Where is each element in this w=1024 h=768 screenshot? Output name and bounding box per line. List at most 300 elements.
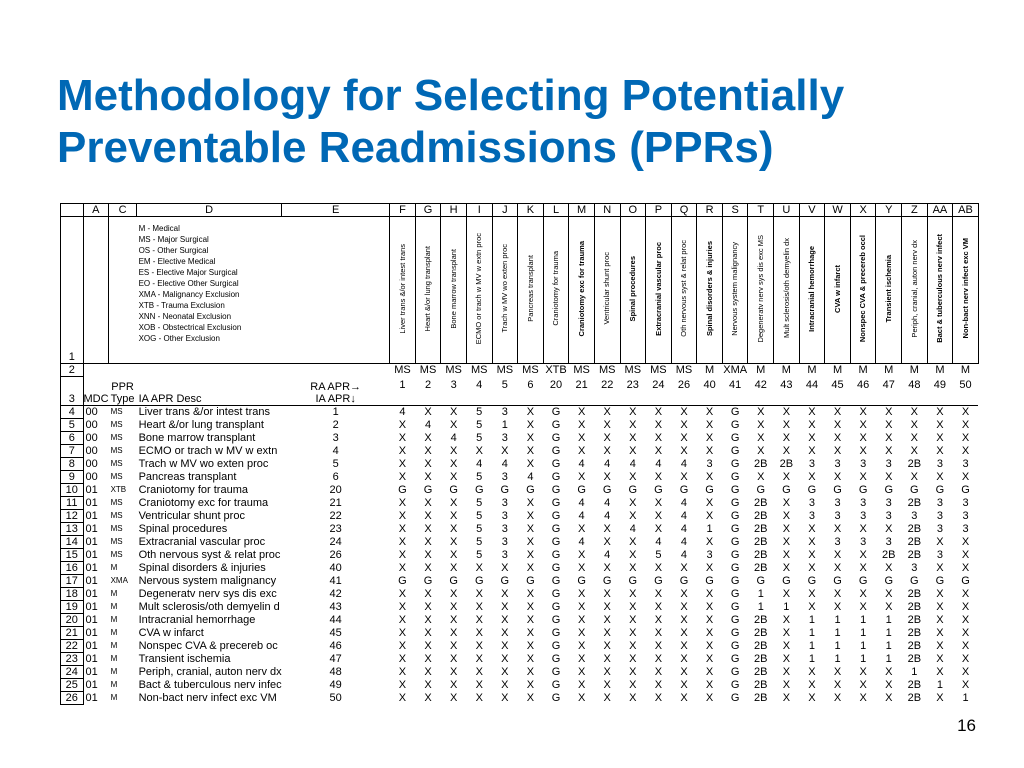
ra-apr-label: RA APR→ bbox=[310, 380, 362, 393]
matrix-cell: X bbox=[475, 444, 483, 457]
mdc-cell: 01 bbox=[85, 691, 98, 704]
matrix-cell: G bbox=[551, 444, 561, 457]
apr-cell: 5 bbox=[332, 457, 339, 470]
matrix-cell: 1 bbox=[808, 626, 816, 639]
matrix-cell: 4 bbox=[578, 496, 585, 509]
matrix-cell: X bbox=[577, 691, 586, 704]
mdc-cell: 01 bbox=[85, 600, 98, 613]
matrix-cell: X bbox=[859, 418, 867, 431]
column-description bbox=[748, 217, 774, 364]
matrix-cell: G bbox=[730, 418, 740, 431]
matrix-cell: 3 bbox=[706, 457, 713, 470]
matrix-cell: X bbox=[705, 509, 714, 522]
apr-cell: 22 bbox=[329, 509, 342, 522]
matrix-cell: X bbox=[936, 587, 944, 600]
matrix-cell: X bbox=[424, 431, 432, 444]
matrix-cell: X bbox=[398, 548, 407, 561]
matrix-cell: G bbox=[628, 483, 638, 496]
column-description-label: ECMO or trach w MV w extn proc bbox=[474, 232, 484, 345]
matrix-cell: X bbox=[705, 418, 714, 431]
matrix-cell: X bbox=[629, 535, 637, 548]
matrix-cell: G bbox=[858, 574, 868, 587]
matrix-cell: G bbox=[551, 457, 561, 470]
matrix-cell: X bbox=[424, 405, 432, 418]
legend-line: MS - Major Surgical bbox=[138, 235, 209, 244]
matrix-cell: 4 bbox=[424, 418, 432, 431]
column-type: M bbox=[884, 364, 894, 377]
matrix-cell: 2B bbox=[754, 626, 768, 639]
header-row-1 bbox=[61, 217, 978, 364]
column-apr: 43 bbox=[774, 377, 800, 406]
matrix-cell: X bbox=[398, 509, 407, 522]
matrix-cell: G bbox=[730, 652, 740, 665]
matrix-cell: X bbox=[859, 470, 867, 483]
matrix-cell: X bbox=[475, 626, 483, 639]
matrix-cell: X bbox=[885, 405, 893, 418]
description-cell: Bone marrow transplant bbox=[138, 431, 256, 444]
column-letter-N: N bbox=[594, 204, 620, 217]
legend-line: XNN - Neonatal Exclusion bbox=[138, 312, 232, 321]
matrix-cell: X bbox=[398, 522, 407, 535]
type-legend bbox=[139, 217, 390, 344]
column-type: MS bbox=[522, 364, 539, 377]
mdc-cell: 01 bbox=[85, 665, 98, 678]
column-letter-K: K bbox=[518, 204, 544, 217]
matrix-cell: G bbox=[730, 405, 740, 418]
matrix-cell: X bbox=[424, 496, 432, 509]
matrix-cell: X bbox=[705, 587, 714, 600]
column-apr: 49 bbox=[927, 377, 953, 406]
mdc-cell: 01 bbox=[85, 574, 98, 587]
column-type: MS bbox=[624, 364, 642, 377]
matrix-cell: X bbox=[961, 405, 970, 418]
matrix-cell: 3 bbox=[911, 509, 918, 522]
apr-cell: 4 bbox=[332, 444, 339, 457]
matrix-cell: X bbox=[705, 691, 714, 704]
matrix-cell: X bbox=[833, 431, 842, 444]
matrix-cell: X bbox=[501, 652, 509, 665]
description-cell: Nervous system malignancy bbox=[138, 574, 277, 587]
matrix-cell: G bbox=[551, 548, 561, 561]
matrix-cell: X bbox=[629, 561, 637, 574]
matrix-cell: X bbox=[757, 470, 765, 483]
matrix-cell: G bbox=[654, 483, 663, 496]
matrix-cell: X bbox=[833, 470, 842, 483]
matrix-cell: X bbox=[859, 691, 867, 704]
matrix-cell: X bbox=[577, 652, 586, 665]
column-description bbox=[620, 217, 646, 364]
matrix-cell: X bbox=[526, 561, 535, 574]
matrix-cell: G bbox=[551, 522, 561, 535]
table-row bbox=[61, 535, 978, 548]
apr-header bbox=[282, 377, 390, 406]
matrix-cell: 3 bbox=[911, 561, 918, 574]
matrix-cell: 4 bbox=[680, 496, 688, 509]
table-row bbox=[61, 587, 978, 600]
matrix-cell: X bbox=[833, 548, 842, 561]
matrix-cell: X bbox=[629, 691, 637, 704]
matrix-cell: 4 bbox=[629, 522, 636, 535]
matrix-cell: X bbox=[680, 678, 688, 691]
matrix-cell: G bbox=[474, 574, 484, 587]
matrix-cell: G bbox=[500, 483, 510, 496]
matrix-cell: G bbox=[577, 574, 586, 587]
matrix-cell: X bbox=[526, 405, 535, 418]
matrix-cell: X bbox=[629, 652, 637, 665]
matrix-cell: G bbox=[628, 574, 638, 587]
matrix-cell: X bbox=[936, 418, 944, 431]
matrix-cell: X bbox=[577, 600, 586, 613]
column-description-label: Non-bact nerv infect exc VM bbox=[960, 238, 970, 339]
matrix-cell: 3 bbox=[501, 405, 508, 418]
description-cell: ECMO or trach w MV w extn bbox=[138, 444, 278, 457]
matrix-cell: X bbox=[936, 691, 944, 704]
matrix-cell: X bbox=[449, 470, 458, 483]
matrix-cell: X bbox=[936, 613, 944, 626]
matrix-cell: X bbox=[680, 431, 688, 444]
matrix-cell: G bbox=[807, 574, 817, 587]
type-cell: MS bbox=[110, 523, 123, 533]
matrix-cell: X bbox=[629, 639, 637, 652]
matrix-cell: 3 bbox=[706, 548, 713, 561]
matrix-cell: X bbox=[782, 535, 791, 548]
column-description-label: Spinal disorders & injuries bbox=[704, 240, 714, 337]
apr-cell: 45 bbox=[329, 626, 342, 639]
matrix-cell: 4 bbox=[450, 431, 457, 444]
matrix-cell: X bbox=[961, 444, 970, 457]
column-description bbox=[646, 217, 672, 364]
matrix-cell: X bbox=[475, 665, 483, 678]
matrix-cell: G bbox=[551, 665, 561, 678]
matrix-cell: X bbox=[449, 678, 458, 691]
matrix-cell: X bbox=[782, 678, 791, 691]
row-number: 23 bbox=[61, 652, 83, 665]
matrix-cell: X bbox=[859, 405, 867, 418]
column-type: MS bbox=[650, 364, 667, 377]
matrix-cell: G bbox=[551, 431, 561, 444]
matrix-cell: 2B bbox=[907, 639, 922, 652]
matrix-cell: X bbox=[833, 522, 842, 535]
matrix-cell: 1 bbox=[860, 639, 867, 652]
column-letter-R: R bbox=[697, 204, 723, 217]
matrix-cell: X bbox=[398, 678, 407, 691]
matrix-cell: 3 bbox=[501, 522, 508, 535]
matrix-cell: 2B bbox=[882, 548, 896, 561]
matrix-cell: X bbox=[603, 600, 611, 613]
matrix-cell: G bbox=[730, 600, 740, 613]
matrix-cell: X bbox=[398, 600, 407, 613]
mdc-cell: 00 bbox=[85, 418, 98, 431]
column-apr: 26 bbox=[671, 377, 697, 406]
matrix-cell: X bbox=[859, 561, 867, 574]
matrix-cell: 2B bbox=[907, 626, 922, 639]
apr-cell: 44 bbox=[329, 613, 342, 626]
matrix-cell: G bbox=[782, 574, 791, 587]
matrix-cell: 2B bbox=[907, 535, 922, 548]
type-cell: MS bbox=[110, 497, 123, 507]
matrix-cell: 5 bbox=[476, 509, 483, 522]
matrix-cell: 3 bbox=[936, 509, 943, 522]
matrix-cell: X bbox=[526, 496, 535, 509]
matrix-cell: X bbox=[577, 561, 586, 574]
matrix-cell: G bbox=[526, 574, 535, 587]
matrix-cell: G bbox=[500, 574, 510, 587]
matrix-cell: X bbox=[424, 652, 432, 665]
matrix-cell: X bbox=[705, 470, 714, 483]
column-type: XMA bbox=[723, 364, 748, 377]
matrix-cell: 4 bbox=[578, 457, 585, 470]
matrix-cell: X bbox=[782, 665, 791, 678]
column-description-label: Trach w MV wo exten proc bbox=[500, 244, 510, 333]
matrix-cell: 1 bbox=[911, 665, 918, 678]
matrix-cell: X bbox=[782, 405, 791, 418]
matrix-cell: X bbox=[526, 678, 535, 691]
matrix-cell: G bbox=[551, 574, 561, 587]
matrix-cell: X bbox=[961, 470, 970, 483]
mdc-cell: 01 bbox=[85, 535, 98, 548]
matrix-cell: X bbox=[885, 600, 893, 613]
cell-a1 bbox=[83, 217, 109, 364]
description-cell: Craniotomy exc for trauma bbox=[138, 496, 269, 509]
matrix-cell: X bbox=[859, 444, 867, 457]
row-number: 22 bbox=[61, 639, 83, 652]
matrix-cell: X bbox=[808, 587, 816, 600]
matrix-cell: X bbox=[526, 522, 535, 535]
matrix-cell: X bbox=[526, 418, 535, 431]
matrix-cell: X bbox=[782, 444, 791, 457]
mdc-cell: 00 bbox=[85, 405, 98, 418]
mdc-cell: 00 bbox=[85, 470, 98, 483]
column-letters-row bbox=[61, 204, 978, 217]
matrix-cell: 2B bbox=[754, 535, 768, 548]
matrix-cell: 3 bbox=[962, 496, 969, 509]
column-description bbox=[569, 217, 595, 364]
matrix-cell: X bbox=[526, 600, 535, 613]
matrix-cell: X bbox=[705, 444, 714, 457]
matrix-cell: G bbox=[910, 574, 919, 587]
matrix-cell: X bbox=[629, 587, 637, 600]
table-row bbox=[61, 639, 978, 652]
row-number: 18 bbox=[61, 587, 83, 600]
matrix-cell: X bbox=[449, 587, 458, 600]
matrix-cell: G bbox=[730, 574, 740, 587]
matrix-cell: X bbox=[577, 405, 586, 418]
matrix-cell: 4 bbox=[604, 509, 611, 522]
matrix-cell: X bbox=[808, 600, 816, 613]
column-type: M bbox=[704, 364, 715, 377]
type-cell: M bbox=[110, 679, 118, 689]
column-type: M bbox=[858, 364, 868, 377]
matrix-cell: X bbox=[398, 457, 407, 470]
column-type: M bbox=[909, 364, 919, 377]
matrix-cell: X bbox=[961, 613, 970, 626]
matrix-cell: 2B bbox=[754, 652, 768, 665]
matrix-cell: 4 bbox=[476, 457, 483, 470]
matrix-cell: X bbox=[961, 587, 970, 600]
matrix-cell: G bbox=[551, 405, 561, 418]
description-cell: Craniotomy for trauma bbox=[138, 483, 248, 496]
mdc-cell: 01 bbox=[85, 678, 98, 691]
matrix-cell: 4 bbox=[399, 405, 406, 418]
column-apr: 6 bbox=[518, 377, 544, 406]
column-type: M bbox=[832, 364, 843, 377]
row-number: 10 bbox=[61, 483, 83, 496]
apr-header-row bbox=[61, 377, 978, 406]
matrix-cell: 1 bbox=[860, 626, 867, 639]
column-letter-Y: Y bbox=[876, 204, 902, 217]
column-letter-D: D bbox=[137, 204, 282, 217]
row-number: 16 bbox=[61, 561, 83, 574]
column-apr: 46 bbox=[850, 377, 876, 406]
corner-cell bbox=[61, 204, 83, 217]
matrix-cell: X bbox=[424, 587, 432, 600]
matrix-cell: X bbox=[501, 444, 509, 457]
type-cell: MS bbox=[110, 406, 123, 416]
mdc-cell: 01 bbox=[85, 652, 98, 665]
matrix-cell: X bbox=[808, 691, 816, 704]
row-number: 9 bbox=[61, 470, 83, 483]
matrix-cell: X bbox=[398, 665, 407, 678]
matrix-cell: X bbox=[833, 405, 842, 418]
matrix-cell: 3 bbox=[501, 548, 508, 561]
matrix-cell: G bbox=[705, 574, 714, 587]
matrix-cell: 1 bbox=[834, 652, 841, 665]
matrix-cell: X bbox=[833, 600, 842, 613]
matrix-cell: 3 bbox=[885, 457, 892, 470]
matrix-cell: G bbox=[398, 483, 407, 496]
mdc-cell: 01 bbox=[85, 522, 98, 535]
apr-cell: 6 bbox=[332, 470, 339, 483]
matrix-cell: G bbox=[551, 613, 561, 626]
matrix-cell: X bbox=[961, 561, 970, 574]
matrix-cell: X bbox=[501, 626, 509, 639]
matrix-cell: X bbox=[654, 496, 663, 509]
column-letter-Z: Z bbox=[902, 204, 928, 217]
matrix-cell: G bbox=[730, 639, 740, 652]
matrix-cell: 1 bbox=[885, 626, 892, 639]
column-apr: 41 bbox=[722, 377, 748, 406]
matrix-cell: X bbox=[449, 522, 458, 535]
type-row bbox=[61, 364, 978, 377]
legend-line: XTB - Trauma Exclusion bbox=[138, 301, 225, 310]
matrix-cell: X bbox=[936, 444, 944, 457]
matrix-cell: X bbox=[629, 509, 637, 522]
type-header-label: Type bbox=[110, 392, 135, 405]
matrix-cell: X bbox=[424, 691, 432, 704]
matrix-cell: G bbox=[551, 600, 561, 613]
matrix-cell: X bbox=[449, 405, 458, 418]
apr-cell: 49 bbox=[329, 678, 342, 691]
matrix-cell: X bbox=[680, 405, 688, 418]
description-cell: Liver trans &/or intest trans bbox=[138, 405, 271, 418]
matrix-cell: X bbox=[654, 444, 663, 457]
matrix-cell: X bbox=[526, 613, 535, 626]
matrix-cell: X bbox=[808, 431, 816, 444]
matrix-cell: X bbox=[936, 665, 944, 678]
table-row bbox=[61, 470, 978, 483]
matrix-cell: 5 bbox=[476, 405, 483, 418]
matrix-cell: X bbox=[577, 470, 586, 483]
matrix-cell: 2B bbox=[907, 652, 922, 665]
matrix-cell: 5 bbox=[476, 522, 483, 535]
apr-cell: 46 bbox=[329, 639, 342, 652]
matrix-cell: X bbox=[449, 509, 458, 522]
matrix-cell: 3 bbox=[885, 509, 892, 522]
row-number: 21 bbox=[61, 626, 83, 639]
matrix-cell: X bbox=[449, 457, 458, 470]
matrix-cell: X bbox=[424, 535, 432, 548]
description-cell: Oth nervous syst & relat proc bbox=[138, 548, 281, 561]
matrix-cell: X bbox=[526, 444, 535, 457]
mdc-cell: 01 bbox=[85, 548, 98, 561]
column-apr: 1 bbox=[390, 377, 416, 406]
column-apr: 24 bbox=[646, 377, 672, 406]
matrix-cell: X bbox=[680, 613, 688, 626]
matrix-cell: X bbox=[603, 639, 611, 652]
column-letter-AB: AB bbox=[953, 204, 979, 217]
matrix-cell: X bbox=[782, 418, 791, 431]
matrix-cell: X bbox=[449, 444, 458, 457]
description-cell: Spinal disorders & injuries bbox=[138, 561, 266, 574]
matrix-cell: X bbox=[449, 652, 458, 665]
matrix-cell: 2B bbox=[754, 665, 768, 678]
column-letter-C: C bbox=[109, 204, 137, 217]
description-cell: Transient ischemia bbox=[138, 652, 231, 665]
column-description bbox=[927, 217, 953, 364]
matrix-cell: X bbox=[475, 600, 483, 613]
matrix-cell: X bbox=[885, 587, 893, 600]
matrix-cell: X bbox=[501, 639, 509, 652]
matrix-cell: G bbox=[730, 483, 740, 496]
column-letter-V: V bbox=[799, 204, 825, 217]
column-letter-E: E bbox=[282, 204, 390, 217]
matrix-cell: G bbox=[602, 483, 612, 496]
type-cell: M bbox=[110, 588, 118, 598]
matrix-cell: X bbox=[577, 431, 586, 444]
matrix-cell: X bbox=[398, 561, 407, 574]
matrix-cell: X bbox=[398, 496, 407, 509]
type-cell: MS bbox=[110, 471, 123, 481]
matrix-cell: X bbox=[885, 691, 893, 704]
table-row bbox=[61, 522, 978, 535]
column-type: M bbox=[960, 364, 971, 377]
description-cell: Mult sclerosis/oth demyelin d bbox=[138, 600, 280, 613]
table-row bbox=[61, 444, 978, 457]
column-type: MS bbox=[573, 364, 590, 377]
column-type: MS bbox=[496, 364, 514, 377]
matrix-cell: 1 bbox=[834, 626, 841, 639]
matrix-cell: G bbox=[730, 626, 740, 639]
matrix-cell: G bbox=[730, 535, 740, 548]
legend-line: EO - Elective Other Surgical bbox=[138, 279, 239, 288]
column-description bbox=[799, 217, 825, 364]
row-number: 14 bbox=[61, 535, 83, 548]
mdc-cell: 01 bbox=[85, 561, 98, 574]
table-row bbox=[61, 613, 978, 626]
column-apr: 22 bbox=[594, 377, 620, 406]
table-row bbox=[61, 691, 978, 704]
column-letter-U: U bbox=[774, 204, 800, 217]
matrix-cell: X bbox=[910, 470, 918, 483]
matrix-cell: X bbox=[449, 418, 458, 431]
column-letter-T: T bbox=[748, 204, 774, 217]
column-type: M bbox=[781, 364, 791, 377]
matrix-cell: G bbox=[730, 691, 740, 704]
matrix-cell: 3 bbox=[501, 431, 508, 444]
matrix-cell: X bbox=[526, 652, 535, 665]
row-number: 7 bbox=[61, 444, 83, 457]
matrix-cell: X bbox=[782, 509, 791, 522]
